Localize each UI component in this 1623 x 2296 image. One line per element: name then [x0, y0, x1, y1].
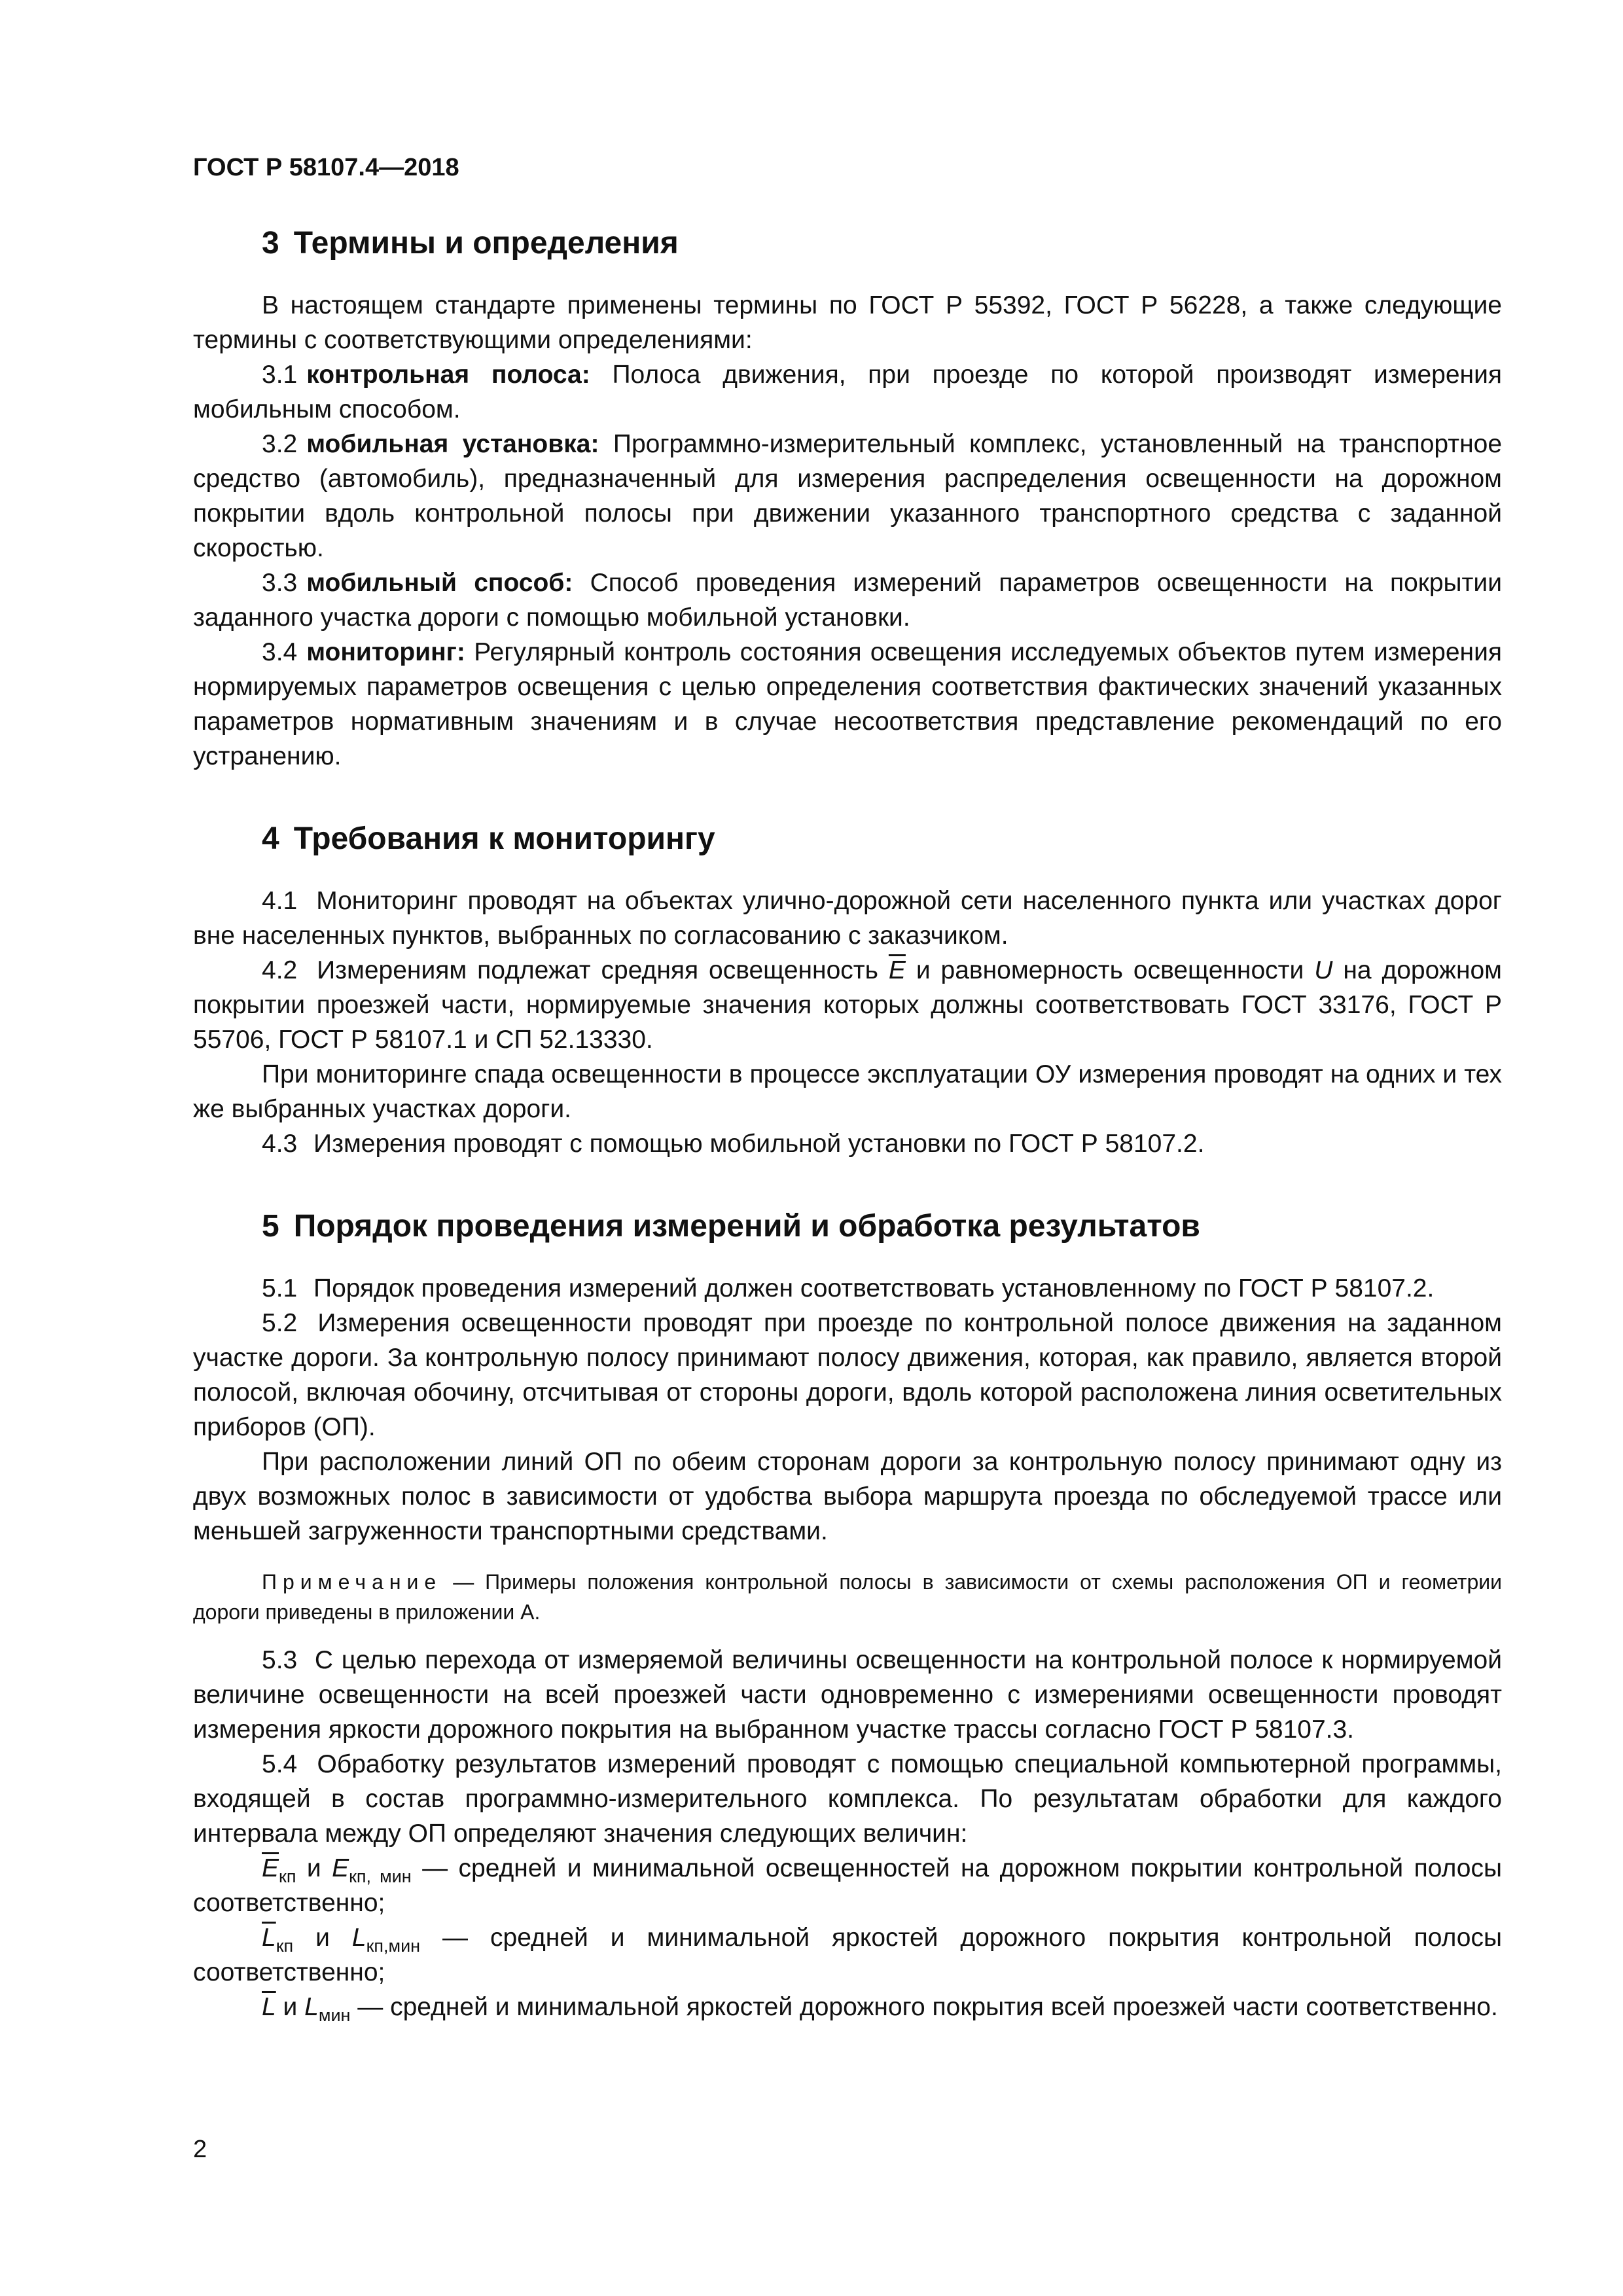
section-4-heading [193, 819, 1502, 859]
section-5-title: Порядок проведения измерений и обработка результатов [293, 1209, 1200, 1244]
definition-l: $\overline{L}$ и $L_{мин}$ — средней и минимальной яркостей дорожного покрытия всей проезжей части соответственно. [262, 1993, 1498, 2025]
note: Примечание — Примеры положения контрольной полосы в зависимости от схемы расположения ОП и геометрии дороги приведены в приложении А. [193, 1570, 1502, 1624]
section-4-title: Требования к мониторингу [293, 821, 715, 856]
symbol-e-mean: $\overline{E}$ [888, 956, 906, 984]
note-label: Примечание [262, 1570, 442, 1594]
document-code-header: ГОСТ Р 58107.4—2018 [193, 154, 459, 181]
section-3-title: Термины и определения [293, 226, 679, 260]
definition-e-kp: $\overline{E}_{кп}$ и $E_{кп, мин}$ — средней и минимальной освещенностей на дорожном покрытии контрольной полосы соответственно; [193, 1854, 1502, 1917]
term-3-3: 3.3 мобильный способ: Способ проведения измерений параметров освещенности на покрытии заданного участка дороги с помощью мобильной установки. [193, 569, 1502, 632]
clause-4-3: 4.3 Измерения проводят с помощью мобильной установки по ГОСТ Р 58107.2. [262, 1130, 1205, 1158]
symbol-u: U [1314, 956, 1333, 984]
clause-5-1: 5.1 Порядок проведения измерений должен соответствовать установленному по ГОСТ Р 58107.2. [262, 1274, 1435, 1302]
clause-5-4: 5.4 Обработку результатов измерений проводят с помощью специальной компьютерной программы, входящей в состав программно-измерительного комплекса. По результатам обработки для каждого интервала между ОП определяют значения следующих величин: [193, 1750, 1502, 1848]
clause-4-1: 4.1 Мониторинг проводят на объектах улично-дорожной сети населенного пункта или участках дорог вне населенных пунктов, выбранных по согласованию с заказчиком. [193, 887, 1502, 950]
page-number: 2 [193, 2136, 207, 2163]
section-3-heading [193, 224, 1502, 263]
section-4 [193, 819, 1502, 1161]
clause-5-2: 5.2 Измерения освещенности проводят при проезде по контрольной полосе движения на заданном участке дороги. За контрольную полосу принимают полосу движения, которая, как правило, является второй полосой, включая обочину, отсчитывая от стороны дороги, вдоль которой расположена линия осветительных приборов (ОП). [193, 1309, 1502, 1441]
section-5-number: 5 [262, 1209, 279, 1244]
clause-4-2-extra: При мониторинге спада освещенности в процессе эксплуатации ОУ измерения проводят на одних и тех же выбранных участках дороги. [193, 1060, 1502, 1123]
clause-5-2-extra: При расположении линий ОП по обеим сторонам дороги за контрольную полосу принимают одну из двух возможных полос в зависимости от удобства выбора маршрута проезда по обследуемой трассе или меньшей загруженности транспортными средствами. [193, 1448, 1502, 1545]
clause-4-2: 4.2 Измерениям подлежат средняя освещенность $\overline{E}$ и равномерность освещенности U на дорожном покрытии проезжей части, нормируемые значения которых должны соответствовать ГОСТ 33176, ГОСТ Р 55706, ГОСТ Р 58107.1 и СП 52.13330. [193, 956, 1502, 1054]
section-3-number: 3 [262, 226, 279, 260]
section-5-heading [193, 1207, 1502, 1246]
definition-l-kp: $\overline{L}_{кп}$ и $L_{кп,мин}$ — средней и минимальной яркостей дорожного покрытия контрольной полосы соответственно; [193, 1924, 1502, 1986]
section-3 [193, 224, 1502, 774]
clause-5-3: 5.3 С целью перехода от измеряемой величины освещенности на контрольной полосе к нормируемой величине освещенности на всей проезжей части одновременно с измерениями освещенности проводят измерения яркости дорожного покрытия на выбранном участке трассы согласно ГОСТ Р 58107.3. [193, 1646, 1502, 1744]
term-3-1: 3.1 контрольная полоса: Полоса движения, при проезде по которой производят измерения мобильным способом. [193, 361, 1502, 423]
term-3-2: 3.2 мобильная установка: Программно-измерительный комплекс, установленный на транспортное средство (автомобиль), предназначенный для измерения распределения освещенности на дорожном покрытии вдоль контрольной полосы при движении указанного транспортного средства с заданной скоростью. [193, 430, 1503, 562]
term-3-4: 3.4 мониторинг: Регулярный контроль состояния освещения исследуемых объектов путем измерения нормируемых параметров освещения с целью определения соответствия фактических значений указанных параметров нормативным значениям и в случае несоответствия представление рекомендаций по его устранению. [193, 638, 1502, 770]
document-page [193, 152, 1502, 2070]
section-3-intro: В настоящем стандарте применены термины по ГОСТ Р 55392, ГОСТ Р 56228, а также следующие термины с соответствующими определениями: [193, 291, 1502, 354]
section-5 [193, 1207, 1502, 2024]
section-4-number: 4 [262, 821, 279, 856]
